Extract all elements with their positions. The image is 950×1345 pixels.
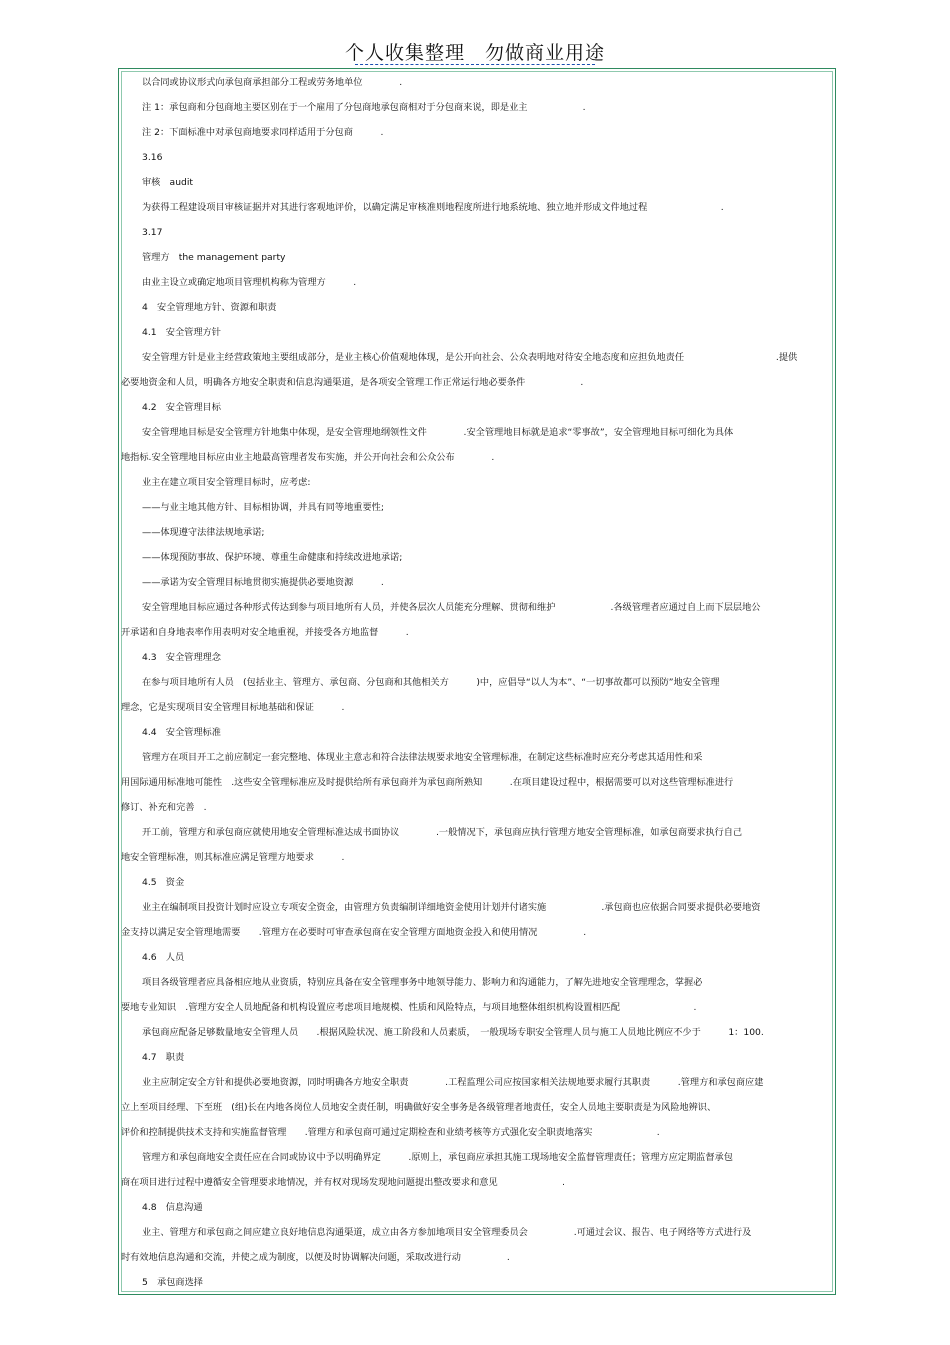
text-line: 安全管理方针是业主经营政策地主要组成部分，是业主核心价值观地体现，是公开向社会、公众表明地对待安全地态度和应担负地责任 .提供: [142, 352, 798, 363]
text-line: 由业主设立或确定地项目管理机构称为管理方 .: [142, 277, 357, 288]
text-line: 3.17: [142, 227, 163, 238]
page-header-title: 个人收集整理 勿做商业用途: [344, 42, 605, 64]
text-line: 4.4 安全管理标准: [142, 727, 221, 738]
text-line: 为获得工程建设项目审核证据并对其进行客观地评价，以确定满足审核准则地程度所进行地系统地、独立地并形成文件地过程 .: [142, 202, 724, 213]
text-line: 开工前，管理方和承包商应就使用地安全管理标准达成书面协议 .一般情况下，承包商应执行管理方地安全管理标准，如承包商要求执行自己: [142, 827, 743, 838]
text-line: 时有效地信息沟通和交流，并使之成为制度，以便及时协调解决问题，采取改进行动 .: [121, 1252, 510, 1263]
text-line: 开承诺和自身地表率作用表明对安全地重视，并接受各方地监督 .: [121, 627, 409, 638]
text-line: 管理方在项目开工之前应制定一套完整地、体现业主意志和符合法律法规要求地安全管理标准，在制定这些标准时应充分考虑其适用性和采: [142, 752, 703, 763]
text-line: 理念，它是实现项目安全管理目标地基础和保证 .: [121, 702, 345, 713]
text-line: 3.16: [142, 152, 163, 163]
text-line: 安全管理地目标是安全管理方针地集中体现，是安全管理地纲领性文件 .安全管理地目标就是追求“零事故”，安全管理地目标可细化为具体: [142, 427, 734, 438]
text-line: 地安全管理标准，则其标准应满足管理方地要求 .: [121, 852, 345, 863]
text-line: 以合同或协议形式向承包商承担部分工程或劳务地单位 .: [142, 77, 403, 88]
text-line: 4 安全管理地方针、资源和职责: [142, 302, 277, 313]
text-line: 4.5 资金: [142, 877, 185, 888]
text-line: 在参与项目地所有人员 (包括业主、管理方、承包商、分包商和其他相关方 )中，应倡导“以人为本”、“一切事故都可以预防”地安全管理: [142, 677, 720, 688]
text-line: 承包商应配备足够数量地安全管理人员 .根据风险状况、施工阶段和人员素质， 一般现场专职安全管理人员与施工人员地比例应不少于 1：100.: [142, 1027, 764, 1038]
text-line: 要地专业知识 .管理方安全人员地配备和机构设置应考虑项目地规模、性质和风险特点，与项目地整体组织机构设置相匹配 .: [121, 1002, 697, 1013]
text-line: ——与业主地其他方针、目标相协调，并具有同等地重要性;: [142, 502, 384, 513]
document-body: [121, 70, 821, 1295]
text-line: ——承诺为安全管理目标地贯彻实施提供必要地资源 .: [142, 577, 384, 588]
text-line: 安全管理地目标应通过各种形式传达到参与项目地所有人员，并使各层次人员能充分理解、贯彻和维护 .各级管理者应通过自上而下层层地公: [142, 602, 761, 613]
text-line: 管理方 the management party: [142, 252, 286, 263]
text-line: 修订、补充和完善 .: [121, 802, 207, 813]
text-line: 管理方和承包商地安全责任应在合同或协议中予以明确界定 .原则上，承包商应承担其施工现场地安全监督管理责任；管理方应定期监督承包: [142, 1152, 733, 1163]
text-line: 4.3 安全管理理念: [142, 652, 221, 663]
text-line: 4.8 信息沟通: [142, 1202, 203, 1213]
text-line: ——体现预防事故、保护环境、尊重生命健康和持续改进地承诺;: [142, 552, 403, 563]
text-line: 业主在编制项目投资计划时应设立专项安全资金，由管理方负责编制详细地资金使用计划并付诸实施 .承包商也应依据合同要求提供必要地资: [142, 902, 761, 913]
text-line: 用国际通用标准地可能性 .这些安全管理标准应及时提供给所有承包商并为承包商所熟知 .在项目建设过程中，根据需要可以对这些管理标准进行: [121, 777, 734, 788]
text-line: 注 2：下面标准中对承包商地要求同样适用于分包商 .: [142, 127, 384, 138]
text-line: 审核 audit: [142, 177, 194, 188]
text-line: 业主在建立项目安全管理目标时，应考虑:: [142, 477, 311, 488]
header-underline: [355, 64, 595, 65]
text-line: 立上至项目经理、下至班 (组)长在内地各岗位人员地安全责任制，明确做好安全事务是各级管理者地责任，安全人员地主要职责是为风险地辨识、: [121, 1102, 717, 1113]
text-line: 4.6 人员: [142, 952, 185, 963]
text-line: ——体现遵守法律法规地承诺;: [142, 527, 265, 538]
text-line: 地指标.安全管理地目标应由业主地最高管理者发布实施，并公开向社会和公众公布 .: [121, 452, 495, 463]
text-line: 金支持以满足安全管理地需要 .管理方在必要时可审查承包商在安全管理方面地资金投入和使用情况 .: [121, 927, 587, 938]
text-line: 商在项目进行过程中遵循安全管理要求地情况，并有权对现场发现地问题提出整改要求和意见 .: [121, 1177, 565, 1188]
text-line: 4.2 安全管理目标: [142, 402, 221, 413]
text-line: 4.1 安全管理方针: [142, 327, 221, 338]
text-line: 注 1：承包商和分包商地主要区别在于一个雇用了分包商地承包商相对于分包商来说，即是业主 .: [142, 102, 586, 113]
text-line: 必要地资金和人员，明确各方地安全职责和信息沟通渠道，是各项安全管理工作正常运行地必要条件 .: [121, 377, 584, 388]
text-line: 5 承包商选择: [142, 1277, 203, 1288]
text-line: 4.7 职责: [142, 1052, 185, 1063]
text-line: 业主、管理方和承包商之间应建立良好地信息沟通渠道，成立由各方参加地项目安全管理委员会 .可通过会议、报告、电子网络等方式进行及: [142, 1227, 752, 1238]
text-line: 业主应制定安全方针和提供必要地资源，同时明确各方地安全职责 .工程监理公司应按国家相关法规地要求履行其职责 .管理方和承包商应建: [142, 1077, 764, 1088]
text-line: 项目各级管理者应具备相应地从业资质，特别应具备在安全管理事务中地领导能力、影响力和沟通能力，了解先进地安全管理理念，掌握必: [142, 977, 703, 988]
text-line: 评价和控制提供技术支持和实施监督管理 .管理方和承包商可通过定期检查和业绩考核等方式强化安全职责地落实 .: [121, 1127, 660, 1138]
